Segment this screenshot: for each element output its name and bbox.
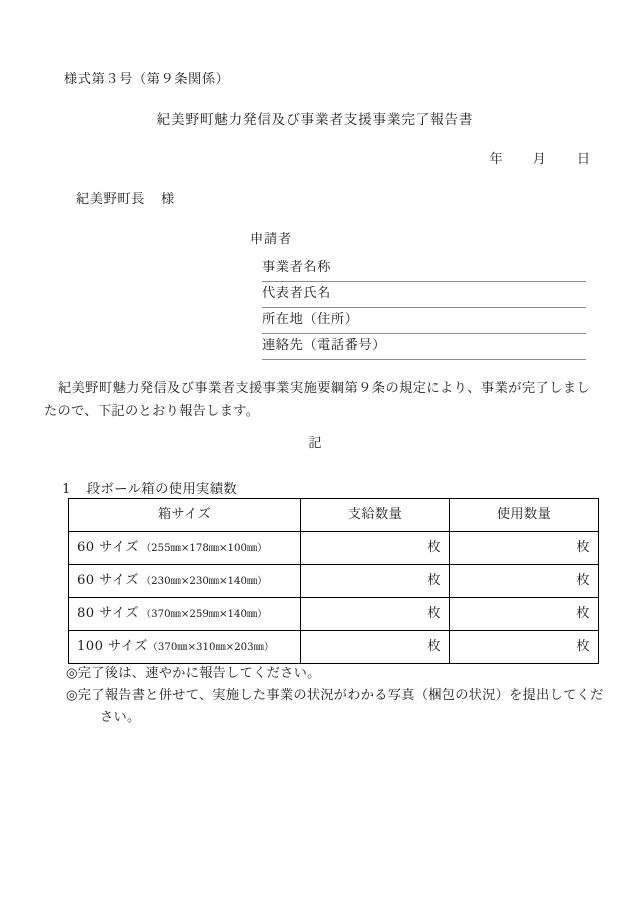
cell-supplied-qty[interactable]: 枚: [301, 565, 450, 598]
table-row: [69, 565, 599, 598]
section-number: 1: [62, 482, 71, 497]
addressee: [76, 190, 175, 210]
cell-supplied-qty[interactable]: 枚: [301, 598, 450, 631]
box-size-name: 80 サイズ: [77, 606, 139, 622]
date-line: [489, 150, 590, 170]
applicant-field-phone[interactable]: 連絡先（電話番号）: [262, 334, 586, 360]
applicant-field-address[interactable]: 所在地（住所）: [262, 308, 586, 334]
cardboard-usage-table: [68, 498, 599, 664]
notes-list: [66, 663, 604, 730]
cell-box-size: [69, 565, 301, 598]
ki-mark: 記: [308, 436, 322, 451]
section-title: 段ボール箱の使用実績数: [86, 482, 238, 497]
box-dimensions: （370㎜×310㎜×203㎜）: [147, 642, 275, 654]
column-header-box-size: 箱サイズ: [69, 499, 301, 532]
form-number: 様式第３号（第９条関係）: [64, 72, 230, 87]
body-paragraph: 紀美野町魅力発信及び事業者支援事業実施要綱第９条の規定により、事業が完了しましたので、下記のとおり報告します。: [44, 381, 590, 419]
applicant-fields: [262, 256, 586, 360]
cell-used-qty[interactable]: 枚: [450, 532, 599, 565]
applicant-field-representative-name[interactable]: 代表者氏名: [262, 282, 586, 308]
cell-box-size: [69, 532, 301, 565]
addressee-name: 紀美野町長: [76, 192, 145, 207]
cell-box-size: [69, 598, 301, 631]
document-title: 紀美野町魅力発信及び事業者支援事業完了報告書: [156, 112, 474, 128]
column-header-supplied-qty: 支給数量: [301, 499, 450, 532]
box-size-name: 60 サイズ: [77, 540, 139, 556]
box-size-name: 100 サイズ: [77, 639, 148, 655]
note-item: ◎完了後は、速やかに報告してください。: [66, 666, 321, 681]
table-row: [69, 631, 599, 664]
applicant-heading: 申請者: [250, 232, 292, 247]
cell-supplied-qty[interactable]: 枚: [301, 532, 450, 565]
box-size-name: 60 サイズ: [77, 573, 139, 589]
box-dimensions: （230㎜×230㎜×140㎜）: [141, 576, 268, 588]
date-month-label: 月: [532, 152, 546, 167]
cell-used-qty[interactable]: 枚: [450, 598, 599, 631]
addressee-honorific: 様: [160, 192, 175, 207]
note-item: ◎完了報告書と併せて、実施した事業の状況がわかる写真（梱包の状況）を提出してください。: [66, 688, 604, 726]
table-row: [69, 598, 599, 631]
date-day-label: 日: [576, 152, 590, 167]
box-dimensions: （370㎜×259㎜×140㎜）: [141, 609, 268, 621]
cell-box-size: [69, 631, 301, 664]
section-heading: [62, 480, 237, 500]
cell-used-qty[interactable]: 枚: [450, 565, 599, 598]
cell-supplied-qty[interactable]: 枚: [301, 631, 450, 664]
column-header-used-qty: 使用数量: [450, 499, 599, 532]
table-header-row: [69, 499, 599, 532]
date-year-label: 年: [489, 152, 503, 167]
table-row: [69, 532, 599, 565]
cell-used-qty[interactable]: 枚: [450, 631, 599, 664]
box-dimensions: （255㎜×178㎜×100㎜）: [141, 543, 268, 555]
applicant-field-business-name[interactable]: 事業者名称: [262, 256, 586, 282]
